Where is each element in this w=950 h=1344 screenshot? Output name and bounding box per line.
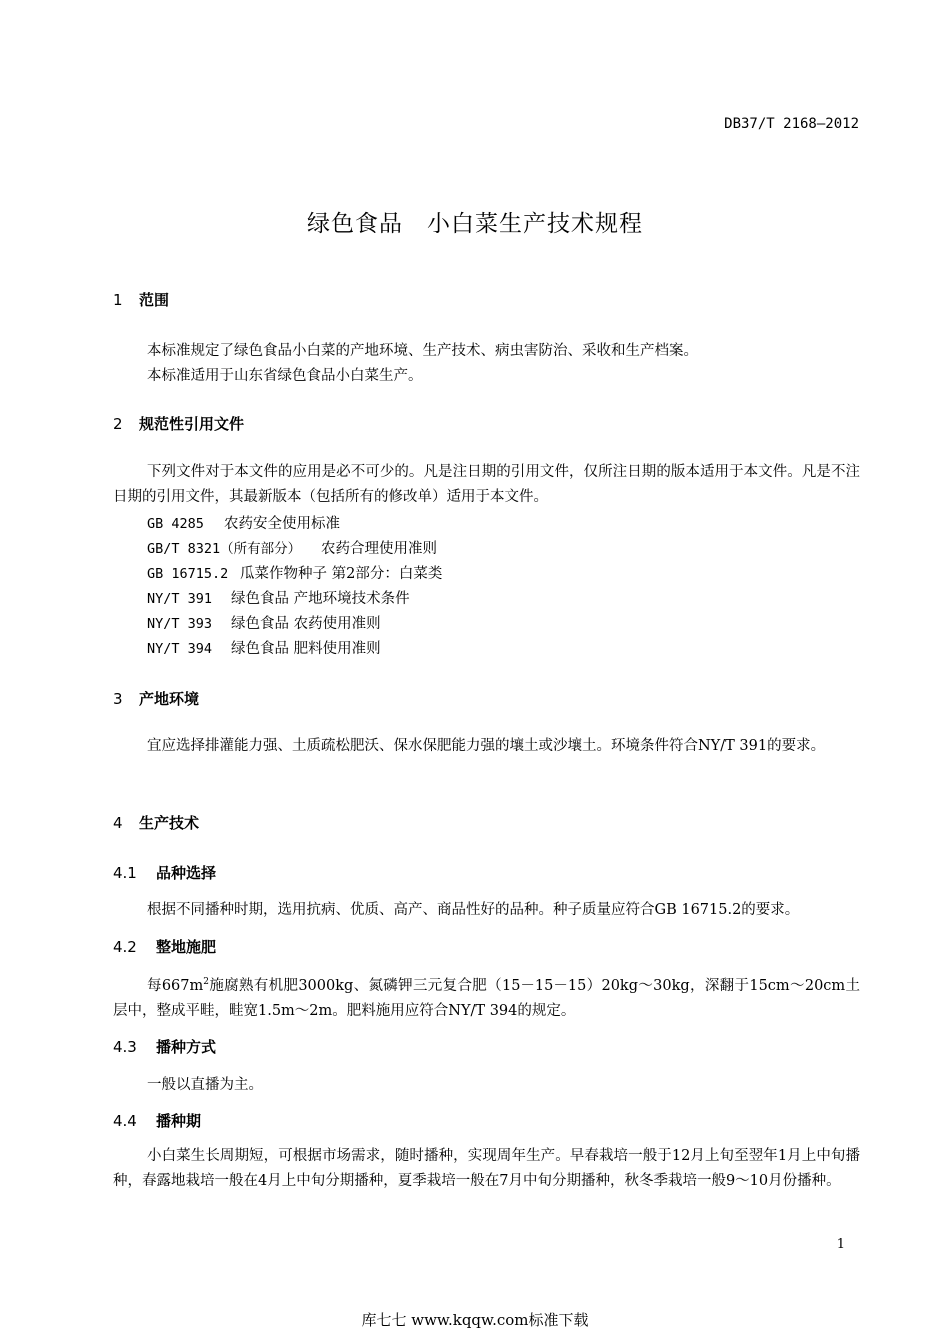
subsection-number: 4.1 <box>113 864 137 882</box>
paragraph: 下列文件对于本文件的应用是必不可少的。凡是注日期的引用文件，仅所注日期的版本适用于本文件。凡是不注日期的引用文件，其最新版本（包括所有的修改单）适用于本文件。 <box>113 464 860 505</box>
paragraph: 小白菜生长周期短，可根据市场需求，随时播种，实现周年生产。早春栽培一般于12月上旬至翌年1月上中旬播种，春露地栽培一般在4月上中旬分期播种，夏季栽培一般在7月中旬分期播种，秋冬季栽培一般9～10月份播种。 <box>113 1148 860 1189</box>
paragraph: 本标准规定了绿色食品小白菜的产地环境、生产技术、病虫害防治、采收和生产档案。 <box>147 343 698 359</box>
reference-code: NY/T 393 <box>147 616 213 632</box>
page-number: 1 <box>836 1237 845 1252</box>
reference-name: 农药安全使用标准 <box>224 516 340 532</box>
subsection-title: 整地施肥 <box>156 938 217 956</box>
paragraph: 一般以直播为主。 <box>147 1077 263 1093</box>
reference-item <box>147 637 381 658</box>
subsection-4-1-heading <box>113 862 216 883</box>
section-2-heading <box>113 413 244 434</box>
section-title: 规范性引用文件 <box>139 415 245 433</box>
reference-code: GB/T 8321（所有部分） <box>147 541 302 557</box>
document-code: DB37/T 2168—2012 <box>724 116 859 132</box>
subsection-title: 播种方式 <box>156 1038 217 1056</box>
paragraph-text: 施腐熟有机肥3000kg、氮磷钾三元复合肥（15－15－15）20kg～30kg，深翻于15cm～20cm土层中，整成平畦，畦宽1.5m～2m。肥料施用应符合NY/T 394的规定。 <box>113 977 860 1019</box>
reference-item <box>147 512 340 533</box>
section-number: 1 <box>113 291 123 309</box>
paragraph-text: 每667m <box>147 977 204 994</box>
section-4-heading <box>113 812 199 833</box>
subsection-number: 4.4 <box>113 1112 137 1130</box>
subsection-title: 品种选择 <box>156 864 217 882</box>
reference-code: NY/T 391 <box>147 591 213 607</box>
section-title: 产地环境 <box>139 690 200 708</box>
paragraph: 本标准适用于山东省绿色食品小白菜生产。 <box>147 368 423 384</box>
reference-code: NY/T 394 <box>147 641 213 657</box>
subsection-4-3-heading <box>113 1036 216 1057</box>
reference-item <box>147 612 381 633</box>
subsection-number: 4.2 <box>113 938 137 956</box>
subsection-number: 4.3 <box>113 1038 137 1056</box>
paragraph: 宜应选择排灌能力强、土质疏松肥沃、保水保肥能力强的壤土或沙壤土。环境条件符合NY/T 391的要求。 <box>147 738 826 754</box>
reference-name: 绿色食品 产地环境技术条件 <box>231 591 410 607</box>
section-3-heading <box>113 688 199 709</box>
section-number: 2 <box>113 415 123 433</box>
reference-name: 瓜菜作物种子 第2部分：白菜类 <box>240 566 443 582</box>
reference-code: GB 16715.2 <box>147 566 229 582</box>
superscript: 2 <box>203 977 209 987</box>
reference-name: 绿色食品 农药使用准则 <box>231 616 381 632</box>
paragraph <box>113 970 860 1024</box>
subsection-4-4-heading <box>113 1110 201 1131</box>
reference-item <box>147 587 410 608</box>
footer-watermark: 库七七 www.kqqw.com标准下载 <box>361 1311 589 1329</box>
reference-item <box>147 537 437 558</box>
subsection-title: 播种期 <box>156 1112 202 1130</box>
reference-item <box>147 562 442 583</box>
section-title: 范围 <box>139 291 170 309</box>
reference-name: 农药合理使用准则 <box>321 541 437 557</box>
reference-code: GB 4285 <box>147 516 204 532</box>
document-title: 绿色食品 小白菜生产技术规程 <box>307 211 643 237</box>
subsection-4-2-heading <box>113 936 216 957</box>
paragraph: 根据不同播种时期，选用抗病、优质、高产、商品性好的品种。种子质量应符合GB 16715.2的要求。 <box>147 902 800 918</box>
reference-name: 绿色食品 肥料使用准则 <box>231 641 381 657</box>
section-title: 生产技术 <box>139 814 200 832</box>
section-1-heading <box>113 289 169 310</box>
section-number: 3 <box>113 690 123 708</box>
section-number: 4 <box>113 814 123 832</box>
